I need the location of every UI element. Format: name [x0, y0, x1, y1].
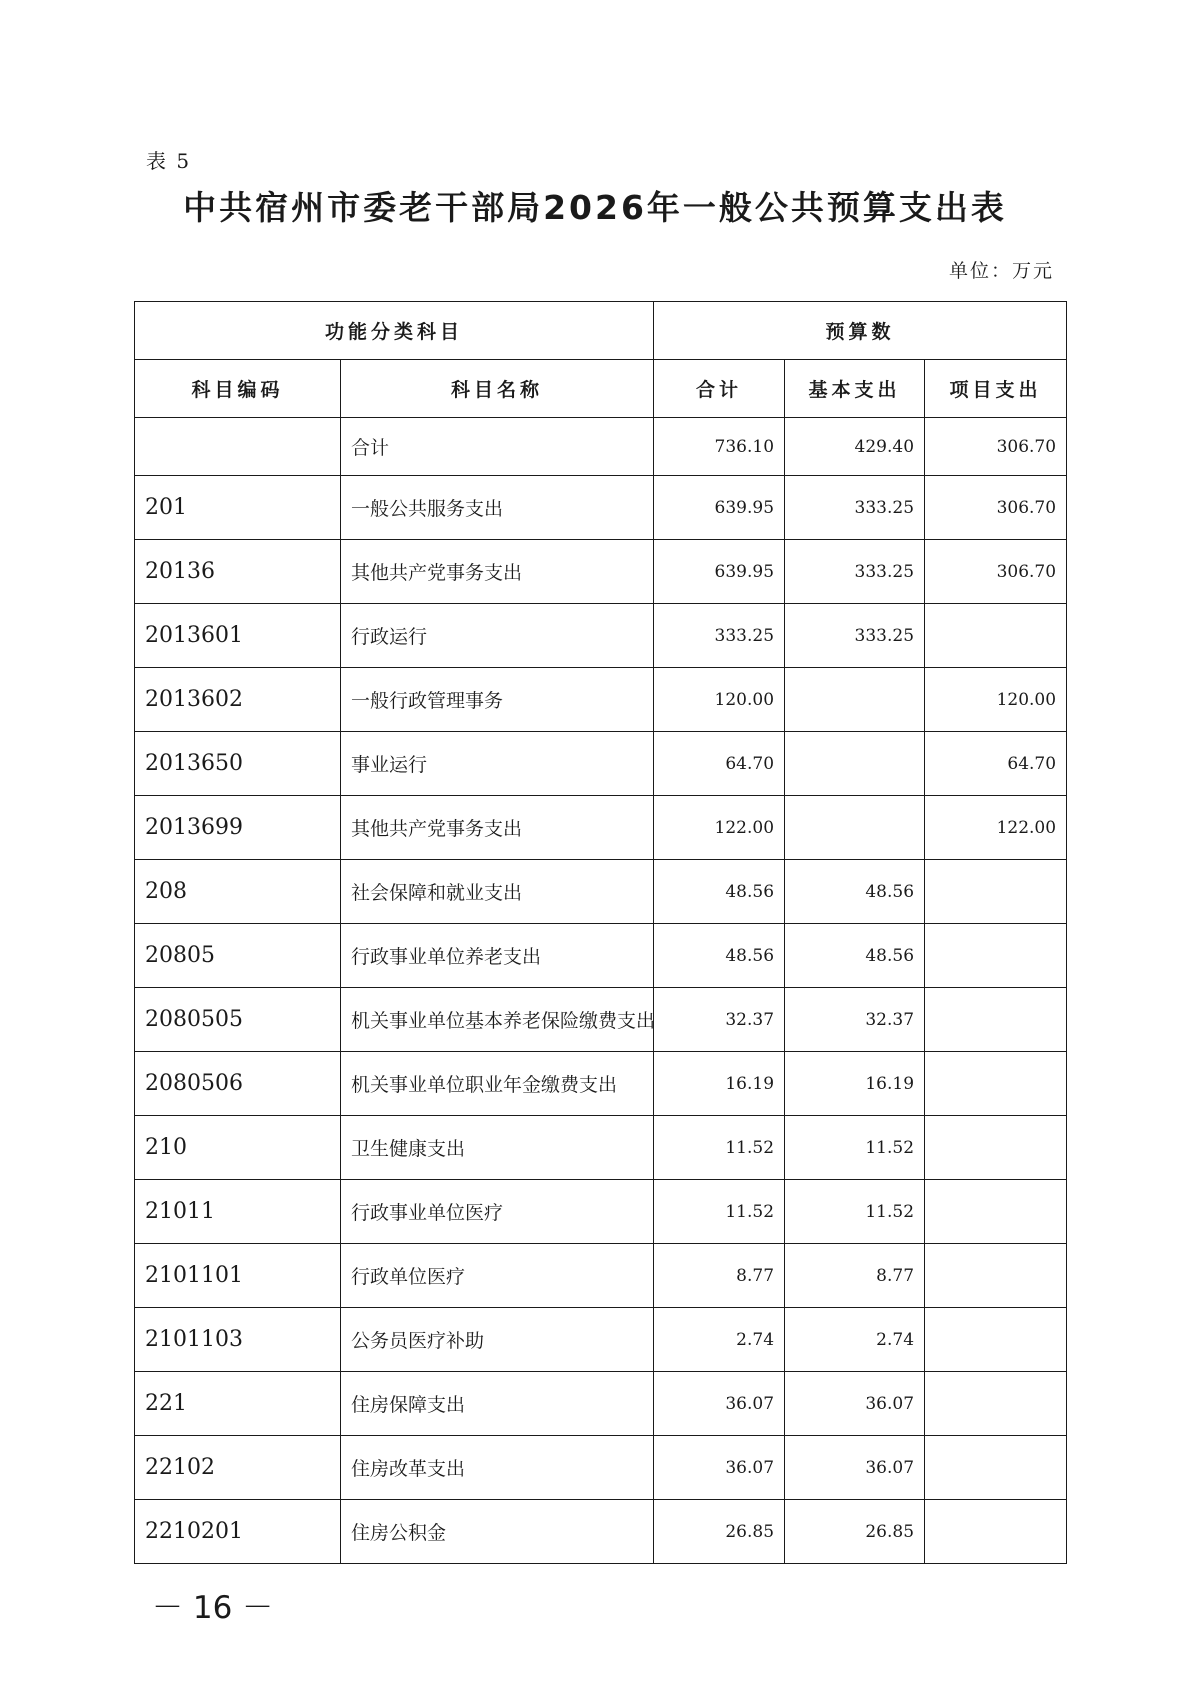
cell-name: 公务员医疗补助 [341, 1308, 654, 1372]
cell-name: 一般公共服务支出 [341, 476, 654, 540]
cell-basic [785, 732, 925, 796]
cell-code: 2013650 [135, 732, 341, 796]
header-function-classification: 功能分类科目 [135, 302, 654, 360]
cell-basic: 429.40 [785, 418, 925, 476]
cell-code: 21011 [135, 1180, 341, 1244]
cell-project [925, 860, 1067, 924]
cell-project [925, 1500, 1067, 1564]
cell-code: 2080506 [135, 1052, 341, 1116]
cell-total: 639.95 [654, 540, 785, 604]
cell-basic: 8.77 [785, 1244, 925, 1308]
cell-name: 合计 [341, 418, 654, 476]
cell-total: 333.25 [654, 604, 785, 668]
cell-code: 2013699 [135, 796, 341, 860]
cell-project: 64.70 [925, 732, 1067, 796]
cell-basic: 36.07 [785, 1372, 925, 1436]
cell-name: 行政事业单位养老支出 [341, 924, 654, 988]
header-code: 科目编码 [135, 360, 341, 418]
cell-total: 32.37 [654, 988, 785, 1052]
table-row [135, 418, 1067, 476]
cell-project: 120.00 [925, 668, 1067, 732]
cell-total: 36.07 [654, 1436, 785, 1500]
header-basic: 基本支出 [785, 360, 925, 418]
table-row [135, 1308, 1067, 1372]
cell-name: 事业运行 [341, 732, 654, 796]
table-row [135, 924, 1067, 988]
table-row [135, 604, 1067, 668]
unit-label: 单位：万元 [948, 260, 1054, 282]
table-row [135, 1500, 1067, 1564]
cell-code: 221 [135, 1372, 341, 1436]
cell-basic: 2.74 [785, 1308, 925, 1372]
cell-basic: 48.56 [785, 860, 925, 924]
table-row [135, 540, 1067, 604]
cell-name: 一般行政管理事务 [341, 668, 654, 732]
header-total: 合计 [654, 360, 785, 418]
cell-total: 11.52 [654, 1116, 785, 1180]
cell-name: 住房保障支出 [341, 1372, 654, 1436]
header-name: 科目名称 [341, 360, 654, 418]
cell-code: 2210201 [135, 1500, 341, 1564]
cell-code: 2013601 [135, 604, 341, 668]
cell-basic: 11.52 [785, 1180, 925, 1244]
table-row [135, 1372, 1067, 1436]
page-title: 中共宿州市委老干部局2026年一般公共预算支出表 [183, 188, 1007, 227]
cell-total: 736.10 [654, 418, 785, 476]
table-row [135, 1180, 1067, 1244]
table-row [135, 796, 1067, 860]
cell-total: 639.95 [654, 476, 785, 540]
cell-basic: 26.85 [785, 1500, 925, 1564]
cell-project: 306.70 [925, 540, 1067, 604]
table-row [135, 1244, 1067, 1308]
cell-basic: 36.07 [785, 1436, 925, 1500]
cell-basic: 16.19 [785, 1052, 925, 1116]
cell-project: 306.70 [925, 418, 1067, 476]
cell-code: 2101103 [135, 1308, 341, 1372]
cell-project [925, 1308, 1067, 1372]
cell-name: 社会保障和就业支出 [341, 860, 654, 924]
table-row [135, 1436, 1067, 1500]
cell-total: 2.74 [654, 1308, 785, 1372]
cell-code: 22102 [135, 1436, 341, 1500]
cell-name: 机关事业单位基本养老保险缴费支出 [341, 988, 654, 1052]
table-body [135, 418, 1067, 1564]
page-number: － 16 － [152, 1590, 274, 1626]
cell-total: 36.07 [654, 1372, 785, 1436]
cell-project [925, 1116, 1067, 1180]
cell-project: 306.70 [925, 476, 1067, 540]
cell-total: 64.70 [654, 732, 785, 796]
cell-code: 201 [135, 476, 341, 540]
cell-code: 20136 [135, 540, 341, 604]
cell-name: 行政运行 [341, 604, 654, 668]
header-budget-amount: 预算数 [654, 302, 1067, 360]
cell-total: 48.56 [654, 860, 785, 924]
cell-code: 2080505 [135, 988, 341, 1052]
cell-basic: 333.25 [785, 604, 925, 668]
cell-total: 11.52 [654, 1180, 785, 1244]
cell-code: 2013602 [135, 668, 341, 732]
table-row [135, 1052, 1067, 1116]
cell-code [135, 418, 341, 476]
cell-code: 208 [135, 860, 341, 924]
table-row [135, 1116, 1067, 1180]
cell-basic: 11.52 [785, 1116, 925, 1180]
cell-basic: 48.56 [785, 924, 925, 988]
cell-basic [785, 668, 925, 732]
table-row [135, 732, 1067, 796]
cell-name: 行政事业单位医疗 [341, 1180, 654, 1244]
cell-basic [785, 796, 925, 860]
cell-total: 26.85 [654, 1500, 785, 1564]
cell-project [925, 988, 1067, 1052]
table-row [135, 860, 1067, 924]
cell-total: 120.00 [654, 668, 785, 732]
budget-table [134, 301, 1067, 1564]
cell-name: 卫生健康支出 [341, 1116, 654, 1180]
cell-project [925, 1436, 1067, 1500]
table-label: 表 5 [146, 149, 192, 173]
cell-project [925, 1244, 1067, 1308]
cell-basic: 333.25 [785, 540, 925, 604]
header-project: 项目支出 [925, 360, 1067, 418]
cell-name: 其他共产党事务支出 [341, 796, 654, 860]
table-row [135, 988, 1067, 1052]
cell-name: 其他共产党事务支出 [341, 540, 654, 604]
cell-total: 8.77 [654, 1244, 785, 1308]
cell-basic: 333.25 [785, 476, 925, 540]
cell-project [925, 1180, 1067, 1244]
cell-name: 机关事业单位职业年金缴费支出 [341, 1052, 654, 1116]
cell-total: 16.19 [654, 1052, 785, 1116]
cell-total: 122.00 [654, 796, 785, 860]
cell-project [925, 1052, 1067, 1116]
cell-code: 210 [135, 1116, 341, 1180]
cell-code: 2101101 [135, 1244, 341, 1308]
cell-total: 48.56 [654, 924, 785, 988]
cell-code: 20805 [135, 924, 341, 988]
cell-project: 122.00 [925, 796, 1067, 860]
table-row [135, 668, 1067, 732]
cell-project [925, 1372, 1067, 1436]
cell-project [925, 924, 1067, 988]
cell-name: 住房公积金 [341, 1500, 654, 1564]
cell-name: 住房改革支出 [341, 1436, 654, 1500]
table-row [135, 476, 1067, 540]
cell-project [925, 604, 1067, 668]
cell-basic: 32.37 [785, 988, 925, 1052]
cell-name: 行政单位医疗 [341, 1244, 654, 1308]
